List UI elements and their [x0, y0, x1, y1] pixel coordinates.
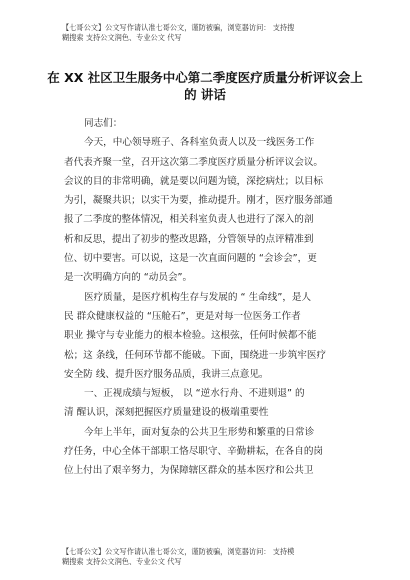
body-line: 会议的目的非常明确，就是要以问题为镜，深挖病灶；以目标: [64, 175, 324, 187]
body-line: 报了二季度的整体情况，相关科室负责人也进行了深入的剖: [64, 214, 314, 226]
document-body: [64, 114, 358, 481]
header-notice: [62, 23, 362, 43]
footer-notice-line-2: 糊搜索 支持公文润色、专业公文 代写: [62, 557, 182, 566]
body-line: 位、切中要害。可以说，这是一次直面问题的 “会诊会”，更: [64, 253, 317, 265]
salutation: 同志们：: [84, 118, 123, 129]
section-heading: 一、正视成绩与短板， 以 “逆水行舟、不进则退” 的: [84, 388, 305, 400]
body-line: 为引，凝聚共识；以实干为要，推动提升。刚才，医疗服务部通: [64, 195, 333, 207]
body-line: 松；这 条线，任何环节都不能破。下面，围绕进一步筑牢医疗: [64, 349, 327, 361]
section-heading: 清 醒认识，深刻把握医疗质量建设的极端重要性: [64, 407, 269, 419]
footer-notice: [62, 547, 362, 567]
document-title: [40, 69, 370, 103]
header-notice-line-1: 【七哥公文】公文写作请认准七哥公文，谨防被骗，浏览器访问： 支持搜: [62, 23, 295, 32]
body-line: 疗任务，中心全体干部职工恪尽职守、辛勤耕耘，在各自的岗: [64, 446, 324, 458]
header-notice-line-2: 糊搜索 支持公文润色、专业公文 代写: [62, 33, 182, 42]
body-line: 民 群众健康权益的 “压舱石”，更是对每一位医务工作者: [64, 310, 301, 322]
footer-notice-line-1: 【七哥公文】公文写作请认准七哥公文，谨防被骗，浏览器访问： 支持模: [62, 547, 295, 556]
document-title-line-2: 的 讲话: [184, 87, 226, 102]
body-line: 者代表齐聚一堂，召开这次第二季度医疗质量分析评议会议。: [64, 156, 324, 168]
body-line: 医疗质量，是医疗机构生存与发展的 “ 生命线”，是人: [84, 291, 312, 303]
body-line: 位上付出了艰辛努力，为保障辖区群众的基本医疗和公共卫: [64, 465, 314, 477]
body-line: 职业 操守与专业能力的根本检验。这根弦，任何时候都不能: [64, 330, 317, 342]
body-line: 安全防 线、提升医疗服务品质，我讲三点意见。: [64, 368, 269, 380]
body-line: 是一次明确方向的 “动员会”。: [64, 272, 193, 284]
body-line: 今天，中心领导班子、各科室负责人以及一线医务工作: [84, 137, 315, 149]
body-line: 析和反思，提出了初步的整改思路，分管领导的点评精准到: [64, 233, 314, 245]
body-line: 今年上半年，面对复杂的公共卫生形势和繁重的日常诊: [84, 426, 315, 438]
document-title-line-1: 在 XX 社区卫生服务中心第二季度医疗质量分析评议会上: [47, 70, 363, 85]
